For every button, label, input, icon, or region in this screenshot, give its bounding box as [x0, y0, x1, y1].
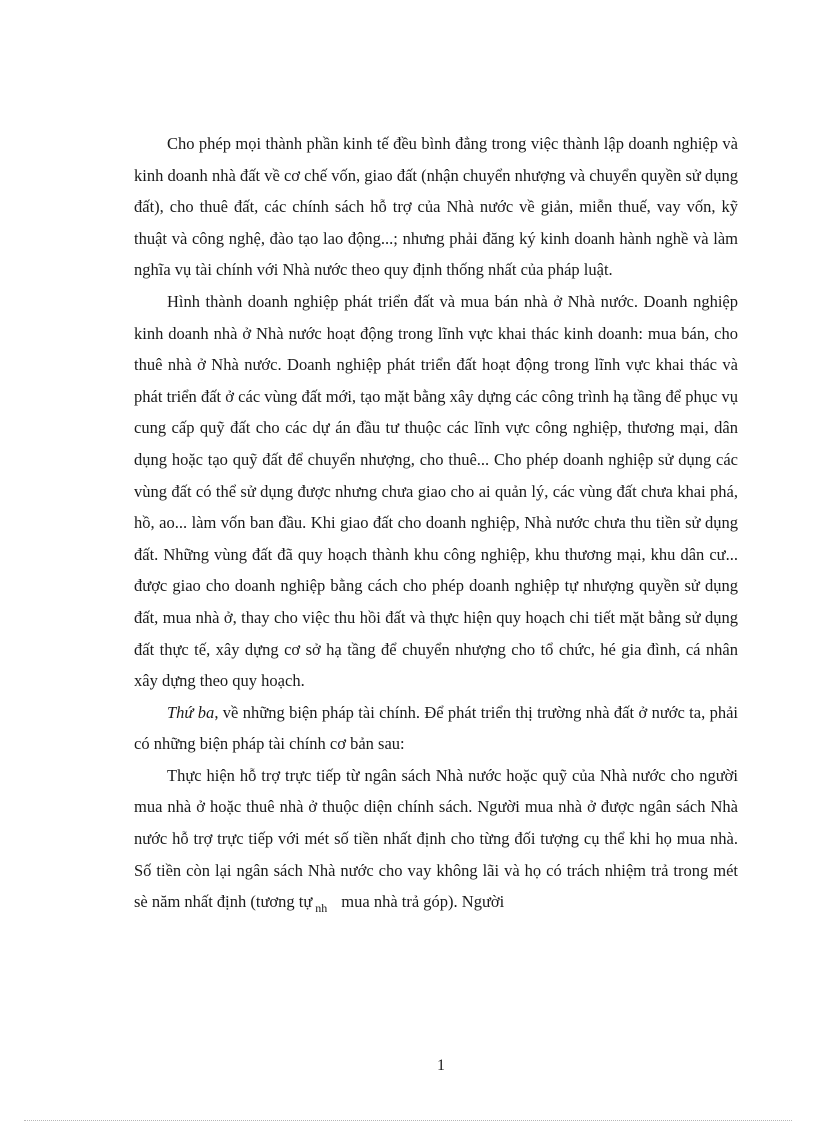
paragraph-1 — [134, 128, 738, 286]
paragraph-4-sub-note: nh — [315, 901, 328, 916]
page-edge-divider — [24, 1120, 792, 1121]
paragraph-3-italic-lead: Thứ ba — [167, 702, 215, 722]
paragraph-1-text: Cho phép mọi thành phần kinh tế đều bình đẳng trong việc thành lập doanh nghiệp và kinh doanh nhà đất về cơ chế vốn, giao đất (nhận chuyển nhượng và chuyển quyền sử dụng đất), cho thuê đất, các chính sách hỗ trợ của Nhà nước về giản, miễn thuế, vay vốn, kỹ thuật và công nghệ, đào tạo lao động...; nhưng phải đăng ký kinh doanh hành nghề và làm nghĩa vụ tài chính với Nhà nước theo quy định thống nhất của pháp luật. — [134, 134, 738, 280]
paragraph-3-text: , về những biện pháp tài chính. Để phát triển thị trường nhà đất ở nước ta, phải có những biện pháp tài chính cơ bản sau: — [134, 702, 738, 754]
paragraph-4-text: Thực hiện hỗ trợ trực tiếp từ ngân sách Nhà nước hoặc quỹ của Nhà nước cho người mua nhà ở hoặc thuê nhà ở thuộc diện chính sách. Người mua nhà ở được ngân sách Nhà nước hỗ trợ trực tiếp với mét số tiền nhất định cho từng đối tượng cụ thể khi họ mua nhà. Số tiền còn lại ngân sách Nhà nước cho vay không lãi và họ có trách nhiệm trả trong mét sè năm nhất định (tương tự — [134, 765, 738, 912]
paragraph-2-text: Hình thành doanh nghiệp phát triển đất và mua bán nhà ở Nhà nước. Doanh nghiệp kinh doanh nhà ở Nhà nước hoạt động trong lĩnh vực khai thác kinh doanh: mua bán, cho thuê nhà ở Nhà nước. Doanh nghiệp phát triển đất hoạt động trong lĩnh vực khai thác và phát triển đất ở các vùng đất mới, tạo mặt bằng xây dựng các công trình hạ tầng để phục vụ cung cấp quỹ đất cho các dự án đầu tư thuộc các lĩnh vực công nghiệp, thương mại, dân dụng hoặc tạo quỹ đất để chuyển nhượng, cho thuê... Cho phép doanh nghiệp sử dụng các vùng đất có thể sử dụng được nhưng chưa giao cho ai quản lý, các vùng đất chưa khai phá, hồ, ao... làm vốn ban đầu. Khi giao đất cho doanh nghiệp, Nhà nước chưa thu tiền sử dụng đất. Những vùng đất đã quy hoạch thành khu công nghiệp, khu thương mại, khu dân cư... được giao cho doanh nghiệp bằng cách cho phép doanh nghiệp tự nhượng quyền sử dụng đất, mua nhà ở, thay cho việc thu hồi đất và thực hiện quy hoạch chi tiết mặt bằng sử dụng đất thực tế, xây dựng cơ sở hạ tầng để chuyển nhượng cho tổ chức, hé gia đình, cá nhân xây dựng theo quy hoạch. — [134, 291, 738, 691]
paragraph-2 — [134, 286, 738, 697]
page-number: 1 — [437, 1057, 445, 1074]
paragraph-3 — [134, 697, 738, 760]
paragraph-4 — [134, 760, 738, 920]
body-text — [134, 128, 738, 920]
paragraph-4-text-after: mua nhà trả góp). Người — [341, 892, 505, 912]
